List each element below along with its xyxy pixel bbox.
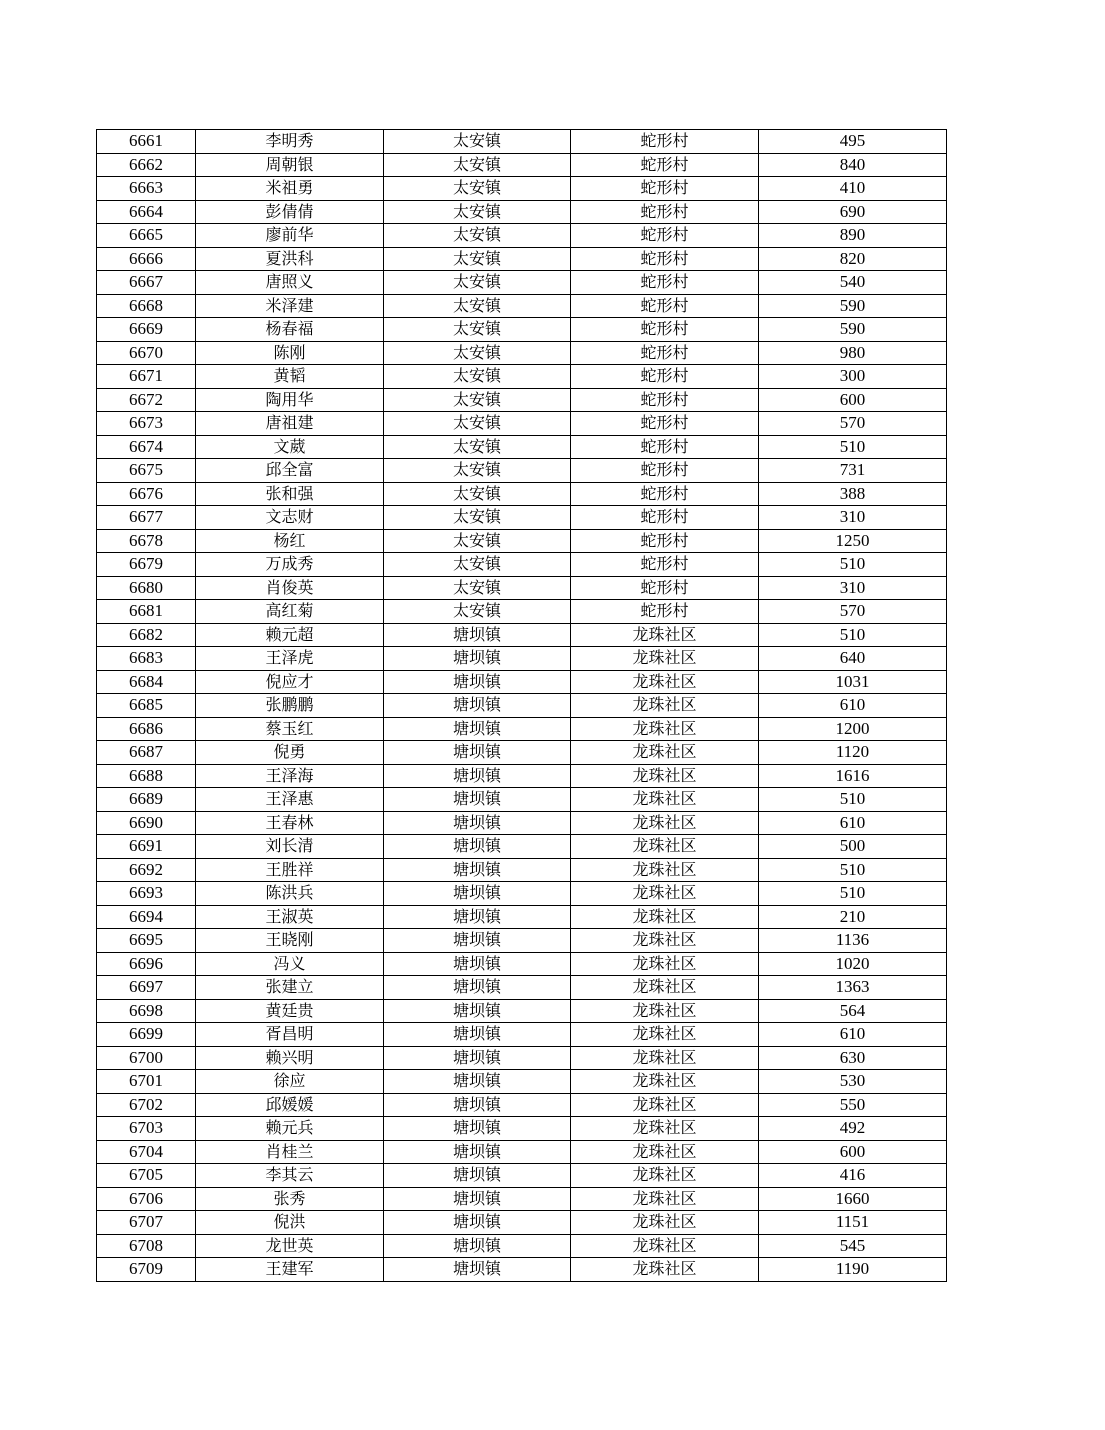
cell-id: 6679 <box>97 553 196 577</box>
cell-name: 彭倩倩 <box>196 200 384 224</box>
cell-id: 6675 <box>97 459 196 483</box>
cell-name: 倪应才 <box>196 670 384 694</box>
table-row <box>97 271 947 295</box>
cell-amount: 540 <box>759 271 947 295</box>
cell-town: 塘坝镇 <box>384 1234 571 1258</box>
cell-id: 6669 <box>97 318 196 342</box>
cell-name: 黄廷贵 <box>196 999 384 1023</box>
cell-town: 太安镇 <box>384 271 571 295</box>
cell-name: 杨春福 <box>196 318 384 342</box>
cell-town: 塘坝镇 <box>384 1164 571 1188</box>
cell-amount: 564 <box>759 999 947 1023</box>
table-body <box>97 130 947 1282</box>
table-row <box>97 459 947 483</box>
cell-village: 蛇形村 <box>571 600 759 624</box>
table-row <box>97 1046 947 1070</box>
cell-town: 塘坝镇 <box>384 1093 571 1117</box>
cell-amount: 210 <box>759 905 947 929</box>
cell-town: 太安镇 <box>384 224 571 248</box>
cell-village: 蛇形村 <box>571 553 759 577</box>
cell-village: 蛇形村 <box>571 224 759 248</box>
cell-id: 6664 <box>97 200 196 224</box>
cell-town: 塘坝镇 <box>384 1023 571 1047</box>
cell-town: 塘坝镇 <box>384 1046 571 1070</box>
cell-town: 塘坝镇 <box>384 623 571 647</box>
cell-town: 塘坝镇 <box>384 1140 571 1164</box>
cell-amount: 690 <box>759 200 947 224</box>
table-row <box>97 247 947 271</box>
cell-town: 太安镇 <box>384 506 571 530</box>
cell-town: 太安镇 <box>384 341 571 365</box>
cell-town: 太安镇 <box>384 294 571 318</box>
cell-id: 6681 <box>97 600 196 624</box>
table-row <box>97 1070 947 1094</box>
cell-town: 塘坝镇 <box>384 1258 571 1282</box>
cell-amount: 500 <box>759 835 947 859</box>
table-row <box>97 130 947 154</box>
cell-amount: 410 <box>759 177 947 201</box>
table-row <box>97 341 947 365</box>
table-row <box>97 388 947 412</box>
cell-village: 龙珠社区 <box>571 882 759 906</box>
table-row <box>97 224 947 248</box>
cell-amount: 1660 <box>759 1187 947 1211</box>
table-row <box>97 741 947 765</box>
cell-id: 6698 <box>97 999 196 1023</box>
cell-town: 塘坝镇 <box>384 999 571 1023</box>
cell-name: 王泽海 <box>196 764 384 788</box>
cell-id: 6702 <box>97 1093 196 1117</box>
table-row <box>97 835 947 859</box>
cell-village: 蛇形村 <box>571 482 759 506</box>
table-row <box>97 318 947 342</box>
cell-id: 6684 <box>97 670 196 694</box>
cell-amount: 840 <box>759 153 947 177</box>
cell-village: 龙珠社区 <box>571 1211 759 1235</box>
cell-amount: 610 <box>759 811 947 835</box>
cell-amount: 610 <box>759 1023 947 1047</box>
cell-id: 6678 <box>97 529 196 553</box>
table-row <box>97 553 947 577</box>
cell-town: 太安镇 <box>384 153 571 177</box>
cell-town: 塘坝镇 <box>384 835 571 859</box>
cell-amount: 570 <box>759 412 947 436</box>
cell-village: 龙珠社区 <box>571 976 759 1000</box>
cell-amount: 731 <box>759 459 947 483</box>
cell-name: 万成秀 <box>196 553 384 577</box>
cell-village: 龙珠社区 <box>571 717 759 741</box>
table-row <box>97 1164 947 1188</box>
cell-name: 王淑英 <box>196 905 384 929</box>
cell-village: 龙珠社区 <box>571 811 759 835</box>
cell-id: 6674 <box>97 435 196 459</box>
cell-amount: 600 <box>759 388 947 412</box>
cell-village: 蛇形村 <box>571 177 759 201</box>
cell-town: 塘坝镇 <box>384 717 571 741</box>
cell-town: 塘坝镇 <box>384 905 571 929</box>
cell-name: 赖元兵 <box>196 1117 384 1141</box>
cell-village: 龙珠社区 <box>571 623 759 647</box>
cell-name: 唐祖建 <box>196 412 384 436</box>
cell-amount: 1200 <box>759 717 947 741</box>
table-row <box>97 929 947 953</box>
cell-village: 蛇形村 <box>571 435 759 459</box>
cell-village: 龙珠社区 <box>571 670 759 694</box>
table-row <box>97 177 947 201</box>
cell-id: 6663 <box>97 177 196 201</box>
cell-id: 6685 <box>97 694 196 718</box>
table-row <box>97 294 947 318</box>
cell-amount: 492 <box>759 1117 947 1141</box>
cell-name: 王晓刚 <box>196 929 384 953</box>
cell-id: 6695 <box>97 929 196 953</box>
cell-amount: 388 <box>759 482 947 506</box>
cell-town: 塘坝镇 <box>384 670 571 694</box>
cell-id: 6672 <box>97 388 196 412</box>
cell-amount: 545 <box>759 1234 947 1258</box>
cell-village: 蛇形村 <box>571 506 759 530</box>
cell-town: 塘坝镇 <box>384 952 571 976</box>
cell-id: 6705 <box>97 1164 196 1188</box>
cell-amount: 590 <box>759 318 947 342</box>
cell-amount: 600 <box>759 1140 947 1164</box>
cell-amount: 310 <box>759 506 947 530</box>
cell-village: 蛇形村 <box>571 318 759 342</box>
cell-amount: 630 <box>759 1046 947 1070</box>
table-row <box>97 200 947 224</box>
cell-amount: 1136 <box>759 929 947 953</box>
cell-name: 张和强 <box>196 482 384 506</box>
cell-amount: 510 <box>759 435 947 459</box>
table-row <box>97 811 947 835</box>
cell-id: 6667 <box>97 271 196 295</box>
table-row <box>97 952 947 976</box>
cell-village: 蛇形村 <box>571 247 759 271</box>
cell-id: 6680 <box>97 576 196 600</box>
cell-name: 张建立 <box>196 976 384 1000</box>
cell-amount: 530 <box>759 1070 947 1094</box>
cell-name: 黄韬 <box>196 365 384 389</box>
cell-name: 张鹏鹏 <box>196 694 384 718</box>
cell-town: 太安镇 <box>384 130 571 154</box>
cell-name: 王春林 <box>196 811 384 835</box>
cell-amount: 416 <box>759 1164 947 1188</box>
cell-amount: 570 <box>759 600 947 624</box>
table-row <box>97 882 947 906</box>
cell-amount: 820 <box>759 247 947 271</box>
cell-village: 龙珠社区 <box>571 858 759 882</box>
cell-amount: 1031 <box>759 670 947 694</box>
cell-id: 6704 <box>97 1140 196 1164</box>
cell-name: 邱媛媛 <box>196 1093 384 1117</box>
cell-id: 6673 <box>97 412 196 436</box>
cell-village: 龙珠社区 <box>571 952 759 976</box>
cell-name: 胥昌明 <box>196 1023 384 1047</box>
cell-amount: 1190 <box>759 1258 947 1282</box>
cell-village: 龙珠社区 <box>571 1070 759 1094</box>
cell-town: 太安镇 <box>384 553 571 577</box>
table-row <box>97 600 947 624</box>
cell-amount: 510 <box>759 858 947 882</box>
cell-name: 陈洪兵 <box>196 882 384 906</box>
cell-id: 6707 <box>97 1211 196 1235</box>
table-row <box>97 412 947 436</box>
table-row <box>97 647 947 671</box>
cell-id: 6670 <box>97 341 196 365</box>
cell-name: 米祖勇 <box>196 177 384 201</box>
cell-name: 李其云 <box>196 1164 384 1188</box>
cell-id: 6677 <box>97 506 196 530</box>
cell-village: 蛇形村 <box>571 294 759 318</box>
table-row <box>97 1117 947 1141</box>
table-row <box>97 1234 947 1258</box>
table-row <box>97 788 947 812</box>
cell-town: 太安镇 <box>384 482 571 506</box>
cell-amount: 510 <box>759 553 947 577</box>
cell-town: 塘坝镇 <box>384 858 571 882</box>
cell-town: 塘坝镇 <box>384 1211 571 1235</box>
table-row <box>97 529 947 553</box>
cell-id: 6683 <box>97 647 196 671</box>
cell-name: 徐应 <box>196 1070 384 1094</box>
cell-amount: 590 <box>759 294 947 318</box>
cell-name: 陶用华 <box>196 388 384 412</box>
cell-id: 6689 <box>97 788 196 812</box>
cell-village: 蛇形村 <box>571 341 759 365</box>
cell-name: 唐照义 <box>196 271 384 295</box>
cell-town: 塘坝镇 <box>384 811 571 835</box>
cell-village: 龙珠社区 <box>571 1140 759 1164</box>
cell-id: 6665 <box>97 224 196 248</box>
cell-town: 塘坝镇 <box>384 764 571 788</box>
cell-town: 塘坝镇 <box>384 788 571 812</box>
cell-town: 太安镇 <box>384 529 571 553</box>
cell-town: 塘坝镇 <box>384 1117 571 1141</box>
cell-name: 肖俊英 <box>196 576 384 600</box>
table-row <box>97 1140 947 1164</box>
cell-name: 王泽虎 <box>196 647 384 671</box>
table-row <box>97 717 947 741</box>
table-row <box>97 365 947 389</box>
cell-village: 蛇形村 <box>571 459 759 483</box>
table-row <box>97 576 947 600</box>
cell-town: 塘坝镇 <box>384 976 571 1000</box>
cell-id: 6709 <box>97 1258 196 1282</box>
cell-id: 6661 <box>97 130 196 154</box>
cell-name: 倪洪 <box>196 1211 384 1235</box>
cell-amount: 1120 <box>759 741 947 765</box>
cell-village: 蛇形村 <box>571 412 759 436</box>
cell-name: 周朝银 <box>196 153 384 177</box>
cell-town: 太安镇 <box>384 388 571 412</box>
cell-town: 太安镇 <box>384 412 571 436</box>
table-row <box>97 858 947 882</box>
table-row <box>97 1258 947 1282</box>
cell-id: 6706 <box>97 1187 196 1211</box>
table-row <box>97 153 947 177</box>
cell-village: 蛇形村 <box>571 529 759 553</box>
table-row <box>97 1211 947 1235</box>
table-row <box>97 506 947 530</box>
table-row <box>97 623 947 647</box>
cell-name: 赖兴明 <box>196 1046 384 1070</box>
cell-village: 龙珠社区 <box>571 694 759 718</box>
cell-id: 6676 <box>97 482 196 506</box>
cell-name: 肖桂兰 <box>196 1140 384 1164</box>
cell-amount: 550 <box>759 1093 947 1117</box>
cell-town: 太安镇 <box>384 459 571 483</box>
cell-id: 6662 <box>97 153 196 177</box>
table-row <box>97 435 947 459</box>
cell-village: 蛇形村 <box>571 153 759 177</box>
cell-amount: 1616 <box>759 764 947 788</box>
cell-town: 塘坝镇 <box>384 694 571 718</box>
cell-name: 高红菊 <box>196 600 384 624</box>
data-table <box>96 129 947 1282</box>
table-row <box>97 999 947 1023</box>
cell-village: 龙珠社区 <box>571 788 759 812</box>
cell-village: 龙珠社区 <box>571 1117 759 1141</box>
cell-name: 王泽惠 <box>196 788 384 812</box>
cell-town: 太安镇 <box>384 200 571 224</box>
cell-id: 6699 <box>97 1023 196 1047</box>
cell-id: 6688 <box>97 764 196 788</box>
cell-id: 6708 <box>97 1234 196 1258</box>
cell-amount: 510 <box>759 788 947 812</box>
cell-name: 米泽建 <box>196 294 384 318</box>
cell-village: 龙珠社区 <box>571 1164 759 1188</box>
cell-village: 龙珠社区 <box>571 1187 759 1211</box>
cell-id: 6671 <box>97 365 196 389</box>
cell-name: 夏洪科 <box>196 247 384 271</box>
cell-amount: 1250 <box>759 529 947 553</box>
cell-amount: 300 <box>759 365 947 389</box>
table-row <box>97 905 947 929</box>
cell-amount: 610 <box>759 694 947 718</box>
cell-village: 龙珠社区 <box>571 1093 759 1117</box>
cell-village: 龙珠社区 <box>571 1258 759 1282</box>
cell-village: 龙珠社区 <box>571 929 759 953</box>
cell-name: 廖前华 <box>196 224 384 248</box>
cell-town: 太安镇 <box>384 435 571 459</box>
cell-id: 6700 <box>97 1046 196 1070</box>
cell-village: 龙珠社区 <box>571 905 759 929</box>
cell-name: 李明秀 <box>196 130 384 154</box>
table-row <box>97 976 947 1000</box>
cell-amount: 510 <box>759 882 947 906</box>
cell-town: 塘坝镇 <box>384 1070 571 1094</box>
cell-village: 龙珠社区 <box>571 764 759 788</box>
cell-town: 太安镇 <box>384 365 571 389</box>
cell-town: 塘坝镇 <box>384 647 571 671</box>
cell-id: 6703 <box>97 1117 196 1141</box>
cell-town: 塘坝镇 <box>384 882 571 906</box>
cell-amount: 1363 <box>759 976 947 1000</box>
cell-name: 龙世英 <box>196 1234 384 1258</box>
cell-name: 王建军 <box>196 1258 384 1282</box>
cell-name: 张秀 <box>196 1187 384 1211</box>
cell-village: 龙珠社区 <box>571 1234 759 1258</box>
cell-village: 蛇形村 <box>571 200 759 224</box>
cell-amount: 640 <box>759 647 947 671</box>
cell-id: 6666 <box>97 247 196 271</box>
cell-town: 塘坝镇 <box>384 929 571 953</box>
cell-name: 冯义 <box>196 952 384 976</box>
cell-amount: 495 <box>759 130 947 154</box>
cell-amount: 1020 <box>759 952 947 976</box>
table-row <box>97 1187 947 1211</box>
cell-id: 6687 <box>97 741 196 765</box>
cell-id: 6693 <box>97 882 196 906</box>
cell-village: 龙珠社区 <box>571 835 759 859</box>
cell-name: 杨红 <box>196 529 384 553</box>
cell-id: 6691 <box>97 835 196 859</box>
table-row <box>97 1093 947 1117</box>
cell-id: 6701 <box>97 1070 196 1094</box>
cell-amount: 510 <box>759 623 947 647</box>
table-row <box>97 764 947 788</box>
cell-id: 6686 <box>97 717 196 741</box>
cell-amount: 1151 <box>759 1211 947 1235</box>
cell-village: 龙珠社区 <box>571 647 759 671</box>
cell-town: 塘坝镇 <box>384 1187 571 1211</box>
cell-village: 蛇形村 <box>571 365 759 389</box>
cell-amount: 310 <box>759 576 947 600</box>
cell-id: 6668 <box>97 294 196 318</box>
cell-id: 6690 <box>97 811 196 835</box>
cell-name: 蔡玉红 <box>196 717 384 741</box>
cell-name: 倪勇 <box>196 741 384 765</box>
cell-village: 龙珠社区 <box>571 1046 759 1070</box>
cell-village: 蛇形村 <box>571 388 759 412</box>
cell-village: 龙珠社区 <box>571 999 759 1023</box>
cell-id: 6696 <box>97 952 196 976</box>
table-row <box>97 694 947 718</box>
cell-town: 太安镇 <box>384 576 571 600</box>
cell-name: 文志财 <box>196 506 384 530</box>
cell-name: 文葳 <box>196 435 384 459</box>
cell-village: 龙珠社区 <box>571 741 759 765</box>
cell-name: 赖元超 <box>196 623 384 647</box>
cell-id: 6697 <box>97 976 196 1000</box>
cell-village: 蛇形村 <box>571 130 759 154</box>
cell-town: 塘坝镇 <box>384 741 571 765</box>
cell-name: 刘长清 <box>196 835 384 859</box>
cell-town: 太安镇 <box>384 600 571 624</box>
cell-name: 王胜祥 <box>196 858 384 882</box>
cell-village: 蛇形村 <box>571 576 759 600</box>
table-row <box>97 670 947 694</box>
cell-id: 6692 <box>97 858 196 882</box>
cell-name: 陈刚 <box>196 341 384 365</box>
table-row <box>97 482 947 506</box>
cell-town: 太安镇 <box>384 318 571 342</box>
cell-id: 6682 <box>97 623 196 647</box>
cell-name: 邱全富 <box>196 459 384 483</box>
cell-town: 太安镇 <box>384 247 571 271</box>
cell-id: 6694 <box>97 905 196 929</box>
cell-town: 太安镇 <box>384 177 571 201</box>
cell-amount: 890 <box>759 224 947 248</box>
cell-amount: 980 <box>759 341 947 365</box>
cell-village: 龙珠社区 <box>571 1023 759 1047</box>
cell-village: 蛇形村 <box>571 271 759 295</box>
table-row <box>97 1023 947 1047</box>
